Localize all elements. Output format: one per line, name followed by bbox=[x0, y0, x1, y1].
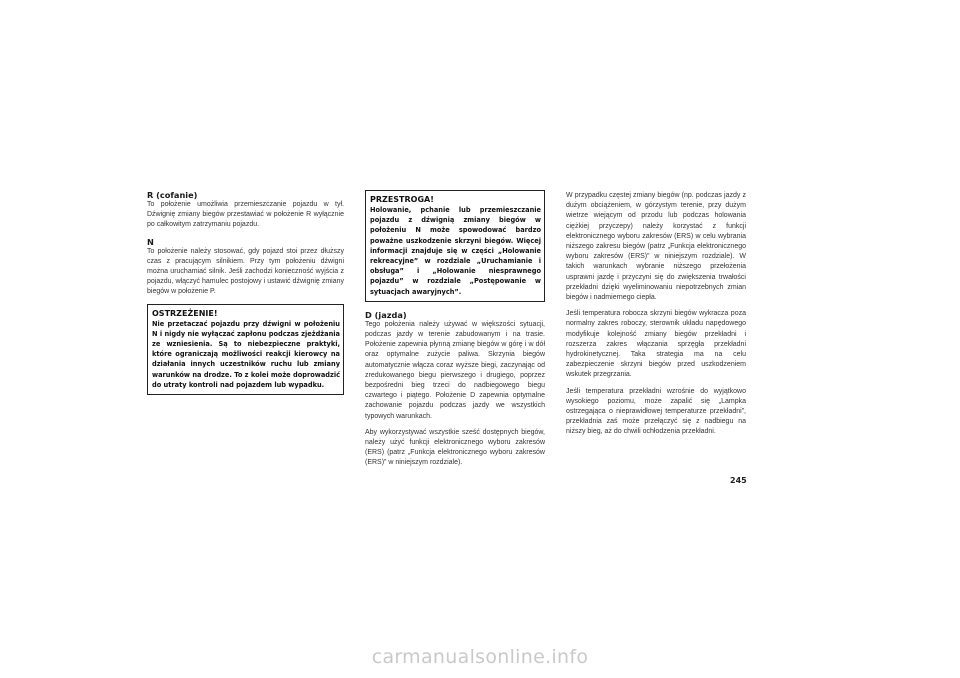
paragraph-neutral: To położenie należy stosować, gdy pojazd stoi przez dłuższy czas z pracującym silnikiem. Przy tym położeniu dźwigni można uruchamiać silnik. Jeśli zachodzi konieczność wyjścia z pojazdu, włączyć hamulec postojowy i ustawić dźwignię zmiany biegów w położenie P. bbox=[147, 247, 344, 296]
paragraph-right-3: Jeśli temperatura przekładni wzrośnie do wyjątkowo wysokiego poziomu, może zapalić się „Lampka ostrzegająca o nieprawidłowej temperaturze przekładni”, przekładnia zaś może przełączyć się z nadbiegu na niższy bieg, aż do chwili ochłodzenia przekładni. bbox=[566, 387, 746, 436]
heading-drive: D (jazda) bbox=[365, 309, 407, 320]
page-number: 245 bbox=[730, 476, 747, 485]
paragraph-drive-2: Aby wykorzystywać wszystkie sześć dostępnych biegów, należy użyć funkcji elektronicznego wyboru zakresów (ERS) (patrz „Funkcja elektronicznego wyboru zakresów (ERS)” w niniejszym rozdziale). bbox=[365, 428, 545, 467]
paragraph-right-2: Jeśli temperatura robocza skrzyni biegów wykracza poza normalny zakres roboczy, sterownik układu napędowego modyfikuje kolejność zmiany biegów przekładni i rozszerza zakres włączania sprzęgła przekładni hydrokinetycznej. Taka strategia ma na celu zabezpieczenie skrzyni biegów przed uszkodzeniem wskutek przegrzania. bbox=[566, 310, 746, 379]
paragraph-drive-1: Tego położenia należy używać w większości sytuacji, podczas jazdy w terenie zabudowanym i na trasie. Położenie zapewnia płynną zmianę biegów w górę i w dół oraz optymalne zużycie paliwa. Skrzynia biegów automatycznie włącza coraz wyższe biegi, zaczynając od zredukowanego biegu pierwszego i drugiego, poprzez bezpośredni bieg trzeci do nadbiegowego biegu czwartego i piątego. Położenie D zapewnia optymalne zachowanie pojazdu podczas jazdy we wszystkich typowych warunkach. bbox=[365, 320, 545, 420]
caution-title: PRZESTROGA! bbox=[370, 195, 434, 204]
warning-box bbox=[147, 304, 344, 395]
warning-title: OSTRZEŻENIE! bbox=[152, 308, 218, 318]
warning-body: Nie przetaczać pojazdu przy dźwigni w położeniu N i nigdy nie wyłączać zapłonu podczas zjeżdżania ze wzniesienia. Są to niebezpieczne praktyki, które ograniczają możliwości reakcji kierowcy na działania innych uczestników ruchu lub zmiany warunków na drodze. To z kolei może doprowadzić do utraty kontroli nad pojazdem lub wypadku. bbox=[152, 319, 340, 389]
column-middle bbox=[365, 190, 545, 475]
heading-reverse: R (cofanie) bbox=[147, 190, 198, 200]
caution-box bbox=[365, 190, 545, 302]
paragraph-reverse: To położenie umożliwia przemieszczanie pojazdu w tył. Dźwignię zmiany biegów przestawiać w położenie R wyłącznie po całkowitym zatrzymaniu pojazdu. bbox=[147, 201, 344, 229]
column-left bbox=[147, 190, 344, 403]
heading-neutral: N bbox=[147, 236, 154, 247]
watermark: carmanualsonline.info bbox=[371, 646, 589, 668]
paragraph-right-1: W przypadku częstej zmiany biegów (np. podczas jazdy z dużym obciążeniem, w górzystym terenie, przy dużym wietrze wiejącym od przodu lub podczas holowania ciężkiej przyczepy) należy korzystać z funkcji elektronicznego wyboru zakresów (ERS) w celu wybrania niższego zakresu biegów (patrz „Funkcja elektronicznego wyboru zakresów (ERS)” w niniejszym rozdziale). W takich warunkach wybranie niższego przełożenia usprawni jazdę i przyczyni się do zwiększenia trwałości przekładni dzięki wyeliminowaniu niepotrzebnych zmian biegów i nadmiernego ciepła. bbox=[566, 192, 746, 302]
column-right bbox=[566, 191, 746, 444]
caution-body: Holowanie, pchanie lub przemieszczanie pojazdu z dźwignią zmiany biegów w położeniu N może spowodować bardzo poważne uszkodzenie skrzyni biegów. Więcej informacji znajduje się w części „Holowanie rekreacyjne” w rozdziale „Uruchamianie i obsługa” i „Holowanie niesprawnego pojazdu” w rozdziale „Postępowanie w sytuacjach awaryjnych”. bbox=[370, 206, 541, 296]
